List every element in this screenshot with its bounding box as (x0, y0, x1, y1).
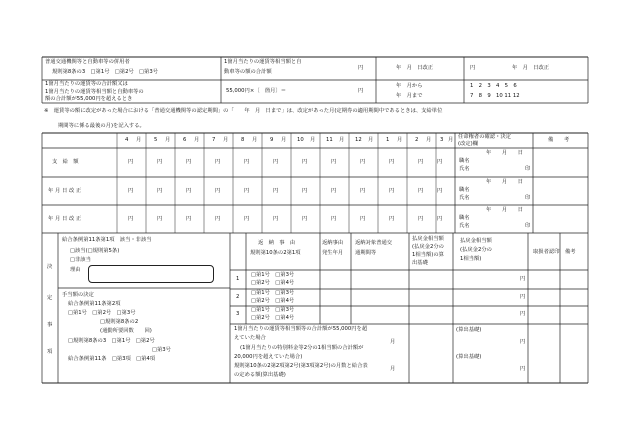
head-remarks: 備考 (565, 249, 576, 255)
month-unit: 月 (252, 137, 258, 143)
calc-basis-1: (算出基礎) (456, 327, 482, 333)
refund-yen-3: 円 (520, 311, 526, 317)
month-unit: 月 (397, 137, 403, 143)
months-bottom: 7 8 9 10 11 12 (470, 93, 520, 99)
head-date-b: 発生年月 (322, 250, 344, 256)
monthly-yen-cell: 円 (437, 188, 443, 194)
approval-title-3: 職名 (459, 215, 470, 221)
row1-date-change: 年 月 日改正 (396, 65, 434, 71)
row1-date-change-2: 年 月 日改正 (512, 65, 550, 71)
head-refund-a: 払戻金相当額 (412, 236, 444, 242)
month-6: 6 (183, 137, 187, 143)
month-unit: 月 (165, 137, 171, 143)
row2-to: 年 月まで (396, 93, 423, 99)
month-4: 4 (125, 137, 129, 143)
decision-char-4: 項 (47, 349, 53, 355)
approval-date-1: 年 月 日 (486, 150, 524, 156)
block2-c: □第1号 □第2号 □第3号 (68, 310, 136, 316)
approval-name-3: 氏名 (459, 223, 470, 229)
monthly-yen-cell: 円 (157, 188, 163, 194)
head-amount-c: 1相当額) (460, 256, 482, 262)
refund-yen-2: 円 (520, 294, 526, 300)
monthly-yen-cell: 円 (302, 216, 308, 222)
monthly-yen-cell: 円 (437, 216, 443, 222)
monthly-yen-cell: 円 (273, 216, 279, 222)
head-date-a: 返納事由 (322, 240, 344, 246)
decision-char-2: 定 (47, 295, 53, 301)
row2-label-c: 額の合計額が55,000円を超えるとき (45, 96, 133, 102)
month-12: 12 (355, 137, 362, 143)
monthly-yen-cell: 円 (437, 159, 443, 165)
monthly-yen-cell: 円 (273, 188, 279, 194)
monthly-yen-cell: 円 (215, 216, 221, 222)
row-label-change-2: 年 月 日 改 正 (48, 216, 82, 222)
block2-b: 給合条例第11条第2項 (68, 301, 121, 307)
head-reason-a: 返 納 事 由 (258, 240, 296, 246)
row1-yen-2: 円 (470, 65, 476, 71)
note-line-2: 期間等に係る最後の月)を記入する。 (58, 123, 145, 129)
head-refund-d: 出基礎 (412, 260, 428, 266)
month-unit: 月 (223, 137, 229, 143)
row2-label-b: 1箇月当たりの運賃等相当額と自動車等の (45, 89, 144, 95)
approval-date-3: 年 月 日 (486, 207, 524, 213)
block2-h: 給合条例第11条 □第3項 □第4項 (68, 356, 156, 362)
monthly-yen-cell: 円 (186, 188, 192, 194)
monthly-yen-cell: 円 (418, 216, 424, 222)
approval-seal-1: 印 (525, 166, 531, 172)
block1-a: 給合条例第11条第1項 該当・非該当 (62, 237, 152, 243)
bottom-d: 20,000円を超えていた場合) (234, 354, 303, 360)
month-unit: 月 (310, 137, 316, 143)
month-unit: 月 (448, 137, 454, 143)
row-label-change-1: 年 月 日 改 正 (48, 188, 82, 194)
month-unit: 月 (368, 137, 374, 143)
month-3: 3 (440, 137, 444, 143)
month-unit: 月 (339, 137, 345, 143)
block2-e: (通勤所要回数 回) (100, 328, 152, 334)
month-8: 8 (241, 137, 245, 143)
month-1: 1 (386, 137, 390, 143)
monthly-yen-cell: 円 (273, 159, 279, 165)
monthly-yen-cell: 円 (302, 159, 308, 165)
head-acq: 取扱者認印 (533, 249, 560, 255)
approval-header-b: (改定)欄 (458, 141, 479, 147)
block2-a: 手当額の決定 (62, 292, 94, 298)
head-period-a: 返納対象普通交 (355, 240, 393, 246)
monthly-yen-cell: 円 (302, 188, 308, 194)
reason-bracket[interactable] (88, 265, 214, 283)
block2-d: □規則第8条の2 (100, 319, 139, 325)
head-refund-c: 1相当額)の算 (412, 252, 444, 258)
refund-opt-2a: □第1号 □第3号 (251, 290, 295, 296)
monthly-yen-cell: 円 (157, 216, 163, 222)
approval-name-2: 氏名 (459, 195, 470, 201)
monthly-yen-cell: 円 (244, 159, 250, 165)
block1-c: □非該当 (70, 257, 91, 263)
monthly-yen-cell: 円 (186, 159, 192, 165)
monthly-yen-cell: 円 (360, 216, 366, 222)
refund-opt-3a: □第1号 □第3号 (251, 307, 295, 313)
approval-seal-3: 印 (525, 223, 531, 229)
bottom-month-1: 月 (390, 339, 396, 345)
head-amount-b: (払戻金2分の (460, 247, 492, 253)
row2-from: 年 月から (396, 83, 423, 89)
approval-header-a: 任命権者の確認・決定 (458, 134, 511, 140)
note-line-1: ※ 運賃等の額に改定があった場合における「普通交通機関等の認定期間」の「 年 月 日まで」は、改定があった月(定期券の適用期間中であるときは、支給単位 (44, 108, 443, 114)
block1-d: 理由 (70, 267, 81, 273)
monthly-yen-cell: 円 (331, 216, 337, 222)
month-unit: 月 (194, 137, 200, 143)
month-unit: 月 (136, 137, 142, 143)
bottom-e: 規則第10条の2第2項第2号(第3項第2号)の月数と給合表 (234, 363, 368, 369)
bottom-yen-1: 円 (520, 339, 526, 345)
monthly-yen-cell: 円 (215, 188, 221, 194)
approval-title-1: 職名 (459, 158, 470, 164)
refund-opt-3b: □第2号 □第4号 (251, 315, 295, 321)
monthly-yen-cell: 円 (215, 159, 221, 165)
monthly-yen-cell: 円 (244, 216, 250, 222)
month-7: 7 (212, 137, 216, 143)
refund-yen-1: 円 (520, 276, 526, 282)
bottom-b: えていた場合 (234, 335, 266, 341)
refund-opt-1a: □第1号 □第3号 (251, 272, 295, 278)
monthly-yen-cell: 円 (244, 188, 250, 194)
monthly-yen-cell: 円 (389, 188, 395, 194)
monthly-yen-cell: 円 (128, 216, 134, 222)
month-2: 2 (415, 137, 419, 143)
row1-yen: 円 (358, 65, 364, 71)
monthly-yen-cell: 円 (418, 159, 424, 165)
bottom-f: の定める額(算出基礎) (234, 372, 286, 378)
monthly-yen-cell: 円 (128, 188, 134, 194)
refund-row-3: 3 (236, 311, 240, 317)
approval-date-2: 年 月 日 (486, 179, 524, 185)
monthly-yen-cell: 円 (331, 159, 337, 165)
row2-formula: 55,000円×〔 箇月〕＝ (226, 88, 287, 94)
head-period-b: 通期間等 (355, 250, 377, 256)
refund-opt-2b: □第2号 □第4号 (251, 298, 295, 304)
month-9: 9 (270, 137, 274, 143)
row-label-payment: 支 給 額 (52, 159, 79, 165)
month-10: 10 (297, 137, 304, 143)
row2-label-a: 1箇月当たりの運賃等の合計額又は (45, 81, 128, 87)
row1-label: 普通交通機関等と自動車等の併用者 (45, 59, 130, 65)
block1-b: □該当(□規則第5条) (70, 248, 120, 254)
monthly-yen-cell: 円 (331, 188, 337, 194)
block2-f: □規則第8条の3 □第1号 □第2号 (68, 338, 155, 344)
head-reason-b: 規則第10条の2第1項 (250, 250, 301, 256)
calc-basis-2: (算出基礎) (456, 354, 482, 360)
month-unit: 月 (426, 137, 432, 143)
month-unit: 月 (281, 137, 287, 143)
approval-title-2: 職名 (459, 187, 470, 193)
monthly-yen-cell: 円 (186, 216, 192, 222)
head-amount-a: 払戻金相当額 (460, 238, 492, 244)
month-5: 5 (154, 137, 158, 143)
bottom-c: (1箇月当たりの特別料金等2分の1相当額の合計額が (240, 345, 364, 351)
decision-char-1: 決 (47, 264, 53, 270)
monthly-yen-cell: 円 (157, 159, 163, 165)
month-11: 11 (326, 137, 333, 143)
months-top: 1 2 3 4 5 6 (470, 83, 517, 89)
monthly-yen-cell: 円 (360, 159, 366, 165)
head-refund-b: (払戻金2分の (412, 244, 444, 250)
bottom-yen-2: 円 (520, 366, 526, 372)
row1-mid-a: 1箇月当たりの運賃等相当額と自 (224, 59, 302, 65)
remarks-header: 備 考 (548, 137, 570, 143)
block2-g: □第3号 (152, 347, 171, 353)
refund-row-1: 1 (236, 276, 240, 282)
refund-opt-1b: □第2号 □第4号 (251, 280, 295, 286)
bottom-month-2: 月 (390, 366, 396, 372)
approval-seal-2: 印 (525, 195, 531, 201)
row1-mid-b: 動車等の額の合計額 (224, 69, 272, 75)
monthly-yen-cell: 円 (389, 159, 395, 165)
monthly-yen-cell: 円 (418, 188, 424, 194)
row1-sub: 規則第8条の3 □第1号 □第2号 □第3号 (52, 69, 159, 75)
monthly-yen-cell: 円 (360, 188, 366, 194)
decision-char-3: 事 (47, 322, 53, 328)
monthly-yen-cell: 円 (128, 159, 134, 165)
bottom-a: 1箇月当たりの運賃等相当額等の合計額が55,000円を超 (234, 326, 368, 332)
refund-row-2: 2 (236, 294, 240, 300)
monthly-yen-cell: 円 (389, 216, 395, 222)
approval-name-1: 氏名 (459, 166, 470, 172)
row2-yen: 円 (358, 88, 364, 94)
